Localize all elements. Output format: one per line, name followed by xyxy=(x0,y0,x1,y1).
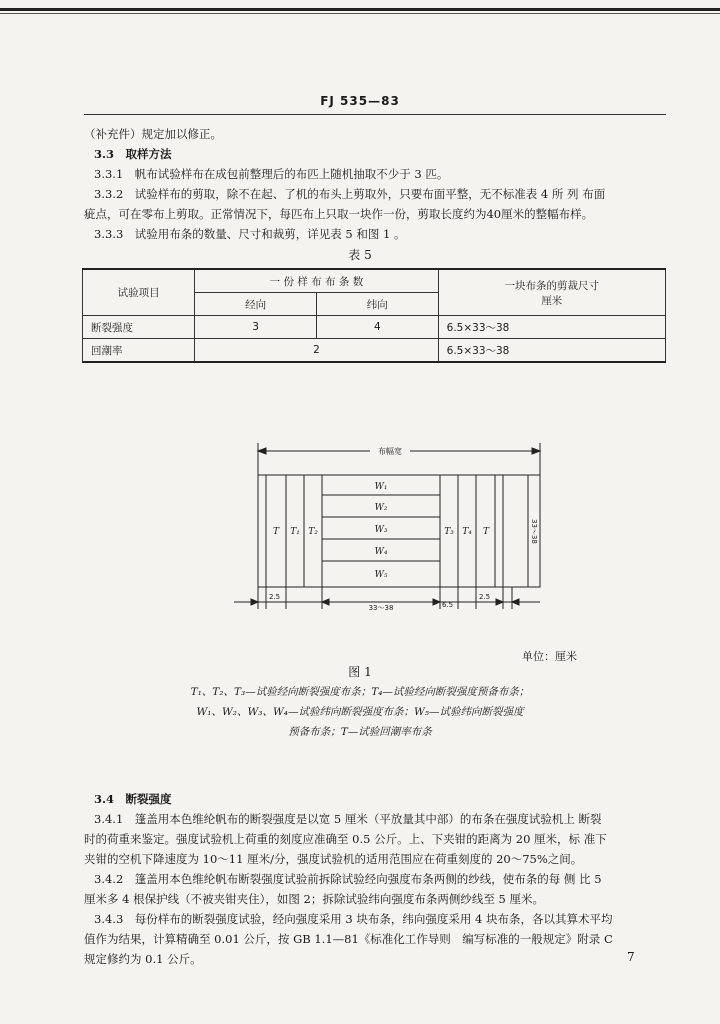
dim-mid-label: 33～38 xyxy=(368,604,394,612)
weft-label-W4: W₄ xyxy=(374,547,388,557)
paragraph-3-4-1-line2: 时的荷重来鉴定。强度试验机上荷重的刻度应准确至 0.5 公斤。上、下夹钳的距离为 20 厘米，标 准下 xyxy=(84,832,607,846)
paragraph-3-3-2-line2: 疵点，可在零布上剪取。正常情况下，每匹布上只取一块作一份，剪取长度约为40厘米的整幅布样。 xyxy=(84,207,594,221)
weft-label-W2: W₂ xyxy=(374,503,388,513)
legend-line-1: T₁、T₂、T₃—试验经向断裂强度布条；T₄—试验经向断裂强度预备布条； xyxy=(190,686,530,698)
arrowhead-icon xyxy=(496,599,503,605)
col-header-item: 试验项目 xyxy=(83,269,195,316)
strip-label-T: T xyxy=(272,527,280,537)
weft-label-W1: W₁ xyxy=(374,482,388,492)
cell-warp: 3 xyxy=(195,316,317,339)
paragraph-3-4-1-line3: 夹钳的空机下降速度为 10～11 厘米/分，强度试验机的适用范围应在荷重刻度的 20～75%之间。 xyxy=(84,852,583,866)
document-code: FJ 535—83 xyxy=(320,94,400,108)
legend-line-2: W₁、W₂、W₃、W₄—试验纬向断裂强度布条；W₅—试验纬向断裂强度 xyxy=(196,706,524,718)
strip-label-T1: T₁ xyxy=(290,527,300,537)
cell-item: 断裂强度 xyxy=(83,316,195,339)
figure-legend xyxy=(0,682,720,742)
col-header-size xyxy=(438,269,665,316)
arrowhead-icon xyxy=(251,599,258,605)
unit-label: 单位：厘米 xyxy=(522,650,577,663)
legend-line-3: 预备布条；T—试验回潮率布条 xyxy=(288,726,432,738)
weft-label-W5: W₅ xyxy=(374,570,388,580)
paragraph-continuation: （补充件）规定加以修正。 xyxy=(84,127,222,141)
arrowhead-left-icon xyxy=(258,448,266,454)
arrowhead-icon xyxy=(512,599,519,605)
paragraph-3-4-3-line3: 规定修约为 0.1 公斤。 xyxy=(84,952,202,966)
table-row xyxy=(83,339,666,363)
arrowhead-icon xyxy=(322,599,329,605)
page-number: 7 xyxy=(627,950,635,964)
paragraph-3-4-3-line2: 值作为结果，计算精确至 0.01 公斤，按 GB 1.1—81《标准化工作导则 编写标准的一般规定》附录 C xyxy=(84,932,613,946)
arrowhead-right-icon xyxy=(532,448,540,454)
section-3-4-heading: 3.4 断裂强度 xyxy=(94,792,172,806)
table-title: 表 5 xyxy=(348,248,372,262)
table-row xyxy=(83,316,666,339)
dim-left-label: 2.5 xyxy=(269,593,281,601)
paragraph-3-3-3: 3.3.3 试验用布条的数量、尺寸和裁剪，详见表 5 和图 1 。 xyxy=(94,227,406,241)
cell-item: 回潮率 xyxy=(83,339,195,363)
col-header-count: 一 份 样 布 布 条 数 xyxy=(195,269,438,293)
strip-label-T3: T₃ xyxy=(444,527,454,537)
strip-label-T2: T₂ xyxy=(308,527,318,537)
dim-right-label: 2.5 xyxy=(479,593,491,601)
col-header-warp: 经向 xyxy=(195,293,317,316)
paragraph-3-4-1-line1: 3.4.1 篷盖用本色维纶帆布的断裂强度是以宽 5 厘米（平放量其中部）的布条在强度试验机上 断裂 xyxy=(94,812,602,826)
paragraph-3-4-3-line1: 3.4.3 每份样布的断裂强度试验，经向强度采用 3 块布条，纬向强度采用 4 块布条，各以其算术平均 xyxy=(94,912,613,926)
paragraph-3-3-1: 3.3.1 帆布试验样布在成包前整理后的布匹上随机抽取不少于 3 匹。 xyxy=(94,167,449,181)
paragraph-3-3-2-line1: 3.3.2 试验样布的剪取，除不在起、了机的布头上剪取外，只要布面平整，无不标准表 4 所 列 布面 xyxy=(94,187,606,201)
figure-1-diagram xyxy=(225,437,555,622)
height-label: 33～38 xyxy=(530,519,538,544)
strip-label-T4: T₄ xyxy=(462,527,472,537)
paragraph-3-4-2-line1: 3.4.2 篷盖用本色维纶帆布断裂强度试验前拆除试验经向强度布条两侧的纱线，使布条的每 侧 比 5 xyxy=(94,872,602,886)
col-header-weft: 纬向 xyxy=(316,293,438,316)
arrowhead-icon xyxy=(433,599,440,605)
top-border-thin xyxy=(0,13,720,14)
dim-65-label: 6.5 xyxy=(442,601,454,609)
cloth-outline xyxy=(258,475,540,587)
figure-caption: 图 1 xyxy=(348,665,372,679)
strip-label-T-right: T xyxy=(482,527,490,537)
cell-both: 2 xyxy=(195,339,438,363)
cell-size: 6.5×33～38 xyxy=(438,339,665,363)
col-header-size-line2: 厘米 xyxy=(541,294,563,307)
cell-size: 6.5×33～38 xyxy=(438,316,665,339)
header-rule xyxy=(84,114,666,115)
width-label: 布幅宽 xyxy=(378,447,402,456)
weft-label-W3: W₃ xyxy=(374,525,388,535)
col-header-size-line1: 一块布条的剪裁尺寸 xyxy=(504,279,600,292)
paragraph-3-4-2-line2: 厘米多 4 根保护线（不被夹钳夹住），如图 2；拆除试验纬向强度布条两侧纱线至 5 厘米。 xyxy=(84,892,544,906)
cell-weft: 4 xyxy=(316,316,438,339)
top-border xyxy=(0,8,720,11)
section-3-3-heading: 3.3 取样方法 xyxy=(94,147,172,161)
table-5 xyxy=(82,268,666,363)
